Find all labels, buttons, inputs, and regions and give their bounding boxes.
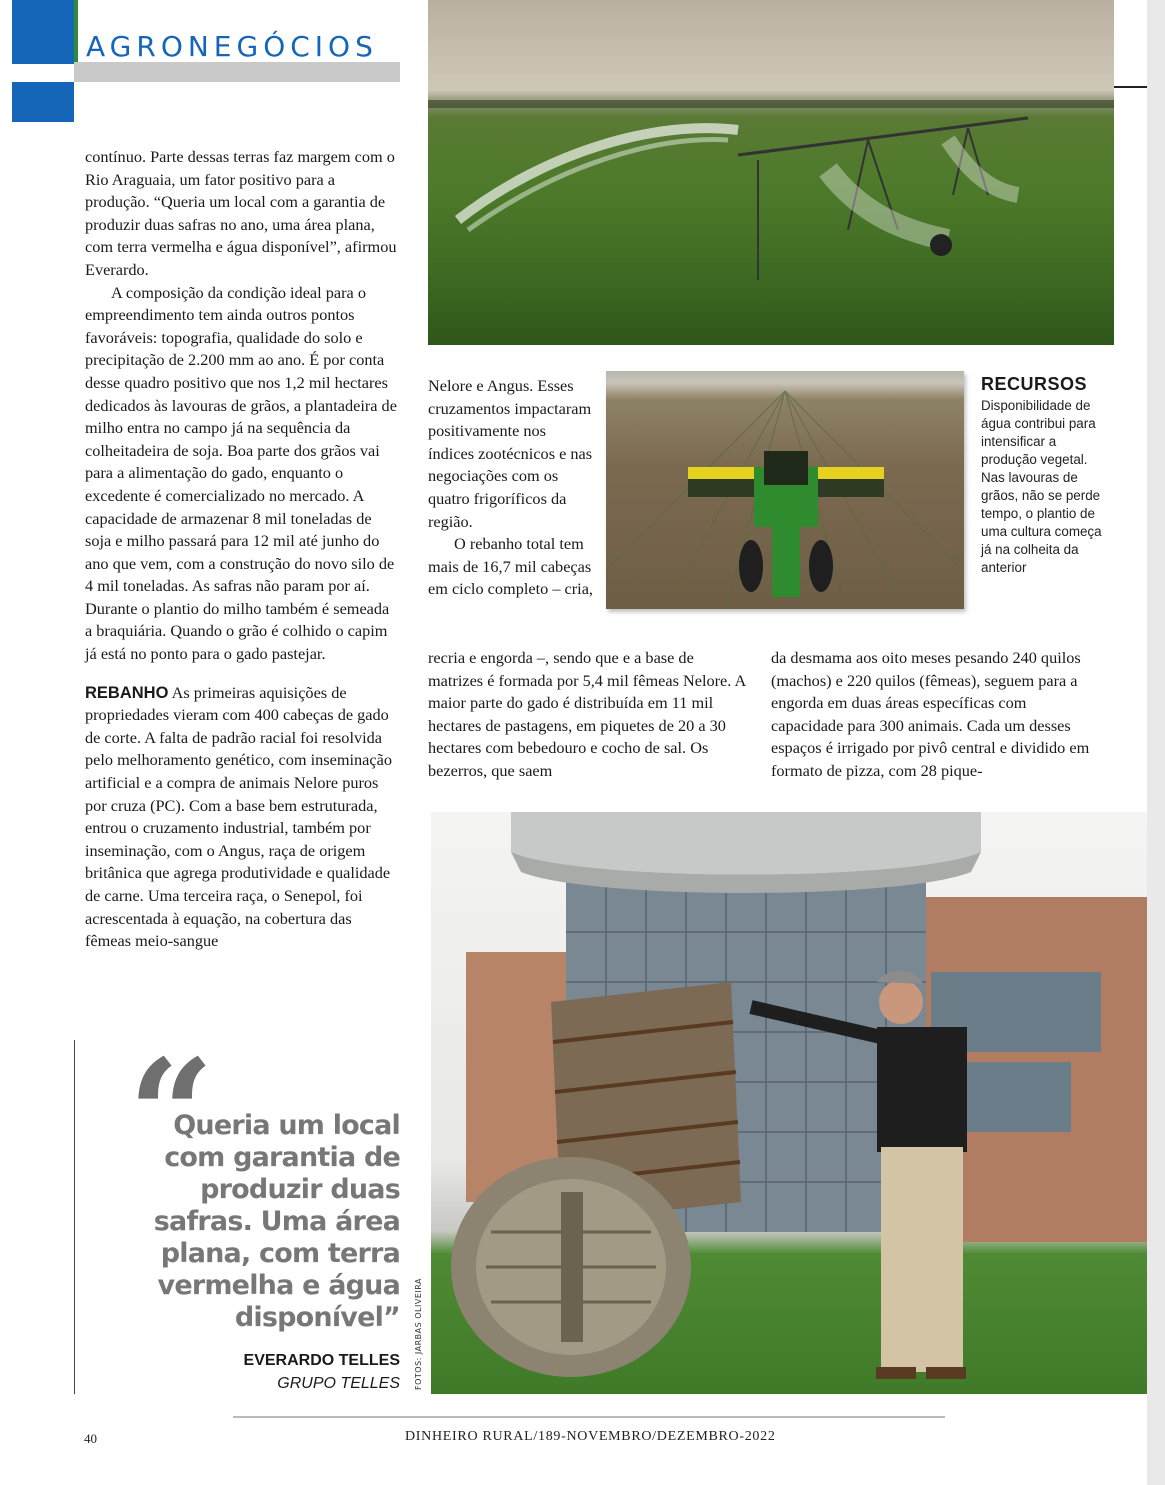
pull-quote-text: Queria um local com garantia de produzir duas safras. Uma área plana, com terra vermelha e água disponível” [153,1110,400,1333]
building-scene [431,812,1147,1394]
caption-body: Disponibilidade de água contribui para intensificar a produção vegetal. Nas lavouras de grãos, não se perde tempo, o plantio de uma cultura começa já na colheita da anterior [981,398,1102,575]
photo-credit: FOTOS: JARBAS OLIVEIRA [414,1278,423,1390]
paragraph-col2-low: recria e engorda –, sendo que e a base de matrizes é formada por 5,4 mil fêmeas Nelore. A maior parte do gado é distribuída em 11 mil hectares de pastagens, em piquetes de 20 a 30 hectares com bebedouro e cocho de sal. Os bezerros, que saem [428,648,746,780]
paragraph-2: A composição da condição ideal para o empreendimento tem ainda outros pontos favoráveis: topografia, qualidade do solo e precipitação de 2.200 mm ao ano. É por conta desse quadro positivo que nos 1,2 mil hectares dedicados às lavouras de grãos, a plantadeira de milho entra no campo já na sequência da colheitadeira de soja. Boa parte dos grãos vai para a alimentação do gado, enquanto o excedente é comercializado no mercado. A capacidade de armazenar 8 mil toneladas de soja e milho passará para 12 mil até junho do ano que vem, com a construção do novo silo de 4 mil toneladas. As safras não param por aí. Durante o plantio do milho também é semeada a braquiária. Quando o grão é colhido o capim já está no ponto para o gado pastejar. [85,282,397,664]
paragraph-col2-mid: O rebanho total tem mais de 16,7 mil cabeças em ciclo completo – cria, [428,534,594,599]
paragraph-col2-top: Nelore e Angus. Esses cruzamentos impactaram positivamente nos índices zootécnicos e nas negociações com os quatro frigoríficos da região. [428,376,593,531]
paragraph-col3: da desmama aos oito meses pesando 240 quilos (machos) e 220 quilos (fêmeas), seguem para a engorda em duas áreas específicas com capacidade para 300 animais. Cada um desses espaços é irrigado por pivô central e dividido em formato de pizza, com 28 pique- [771,648,1090,780]
magazine-footer: DINHEIRO RURAL/189-NOVEMBRO/DEZEMBRO-2022 [405,1429,776,1444]
quote-organization: GRUPO TELLES [277,1375,400,1392]
column-1 [85,146,398,953]
header-blue-block-bottom [12,82,74,122]
footer-rule [233,1416,945,1418]
section-title: AGRONEGÓCIOS [86,30,378,63]
paragraph-1: contínuo. Parte dessas terras faz margem com o Rio Araguaia, um fator positivo para a produção. “Queria um local com a garantia de produzir duas safras no ano, uma área plana, com terra vermelha e água disponível”, afirmou Everardo. [85,147,397,279]
tractor-planter-photo [606,371,964,609]
header-blue-block-top [12,0,74,64]
paragraph-3: As primeiras aquisições de propriedades vieram com 400 cabeças de gado de corte. A falta de padrão racial foi resolvida pelo melhoramento genético, com inseminação artificial e a compra de animais Nelore puros por cruza (PC). Com a base bem estruturada, entrou o cruzamento industrial, também por inseminação, com o Angus, raça de origem britânica que agrega produtividade e qualidade de carne. Uma terceira raça, o Senepol, foi acrescentada à equação, na cobertura das fêmeas meio-sangue [85,682,392,951]
column-2-bottom [428,647,746,783]
left-margin-rule [74,1040,75,1394]
subheading-rebanho: REBANHO [85,683,169,702]
header-rule-right [1114,86,1147,88]
header-gray-bar [74,62,400,82]
irrigation-scene [428,0,1114,345]
column-2-top [428,375,593,601]
tractor-scene [606,371,964,609]
irrigation-pivot-photo [428,0,1114,345]
quote-author: EVERARDO TELLES [243,1352,400,1369]
caption-title: RECURSOS [981,374,1088,394]
column-3 [771,647,1091,783]
header-green-bar [74,0,78,62]
grupo-telles-building-photo [431,812,1147,1394]
paragraph-rebanho [85,682,398,953]
quote-mark-icon: “ [128,1027,215,1203]
page-number: 40 [84,1431,97,1446]
